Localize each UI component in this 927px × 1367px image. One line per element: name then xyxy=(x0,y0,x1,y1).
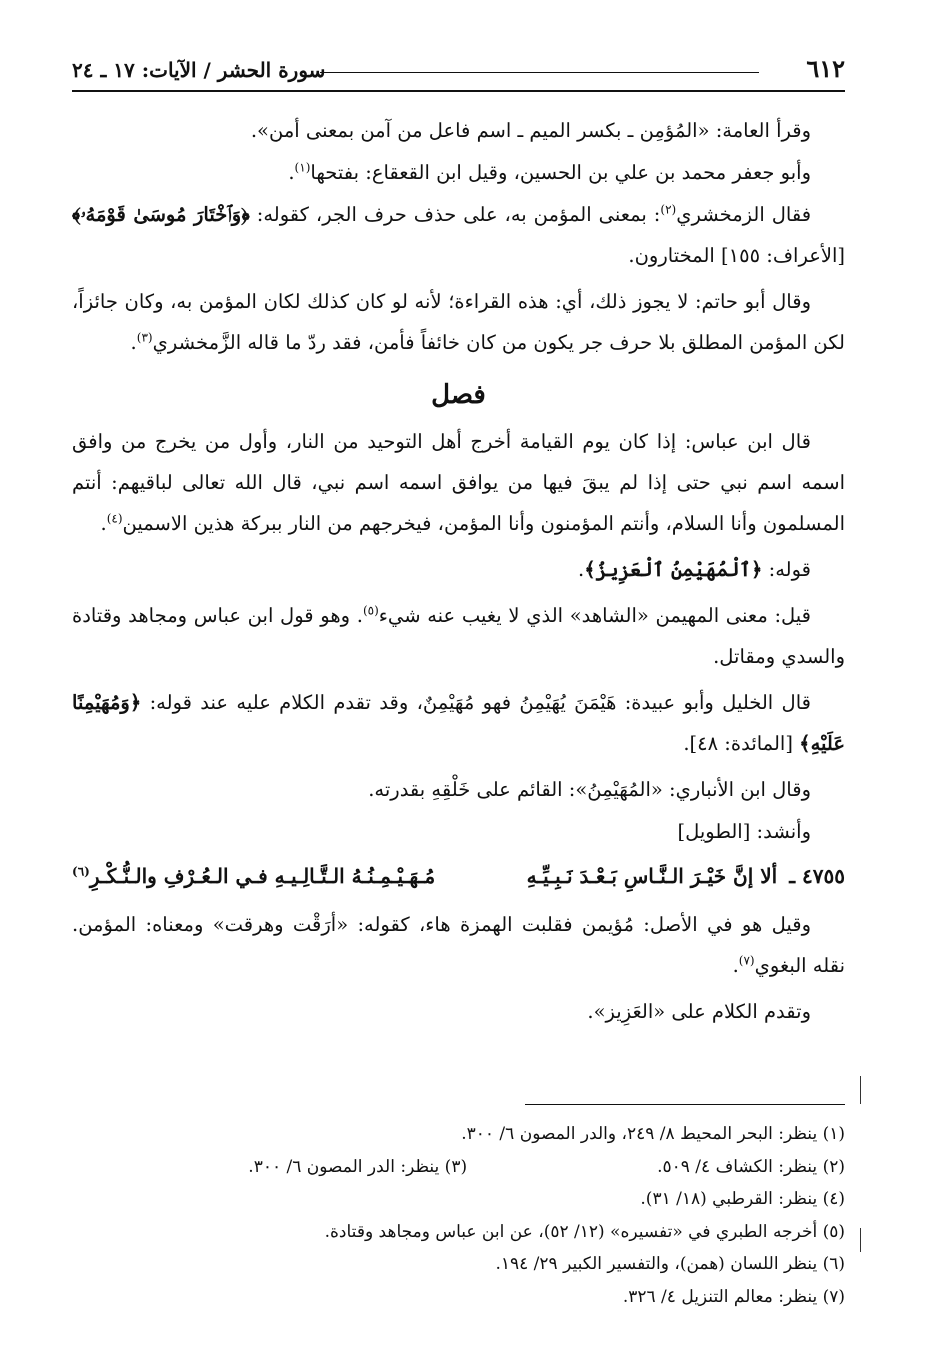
paragraph-text: : بمعنى المؤمن به، على حذف حرف الجر، كقوله: xyxy=(256,203,661,226)
poetry-verse xyxy=(72,856,845,896)
footnote-mark: (٥) xyxy=(362,603,379,618)
paragraph: وقال أبو حاتم: لا يجوز ذلك، أي: هذه القراءة؛ لأنه لو كان كذلك لكان المؤمن به، وكان جائزاً، لكن المؤمن المطلق بلا حرف جر يكون من كان خائفاً فأمن، فقد ردّ ما قاله الزَّمخشري$^{(٣)}$. xyxy=(72,290,845,354)
running-title: سورة الحشر / الآيات: ١٧ ـ ٢٤ xyxy=(72,58,326,82)
paragraph-text: وقيل هو في الأصل: مُؤيمن فقلبت الهمزة هاء، كقوله: «أرَقْت وهرقت» ومعناه: المؤمن. نقله البغوي xyxy=(72,913,845,977)
quran-reference: [المائدة: ٤٨]. xyxy=(683,732,793,755)
verse-hemistich-2: مُـهَـيْـمِـنُـهُ الـتَّـالِـيـهِ فـي الـعُـرْفِ والـنُّـكْـرِ xyxy=(89,864,436,888)
footnotes xyxy=(72,1118,845,1313)
verse-hemistich-1: ألا إنَّ خَيْـرَ الـنَّـاسِ بَـعْـدَ نَـبِـيِّـهِ xyxy=(526,864,778,888)
paragraph-text: قال الخليل وأبو عبيدة: هَيْمَنَ يُهَيْمِنُ فهو مُهَيْمِنٌ، وقد تقدم الكلام عليه عند قوله: xyxy=(149,691,811,714)
page-number: ٦١٢ xyxy=(806,54,845,83)
paragraph: وقيل هو في الأصل: مُؤيمن فقلبت الهمزة هاء، كقوله: «أرَقْت وهرقت» ومعناه: المؤمن. نقله البغوي$^{(٧)}$. xyxy=(72,913,845,977)
footnote-row xyxy=(72,1118,845,1151)
header-rule xyxy=(320,72,759,73)
quran-quote: ﴿وَمُهَيْمِنًا عَلَيْهِ﴾ xyxy=(72,691,845,755)
footnote: (١) ينظر: البحر المحيط ٨/ ٢٤٩، والدر المصون ٦/ ٣٠٠. xyxy=(461,1124,845,1144)
footnote: (٧) ينظر: معالم التنزيل ٤/ ٣٢٦. xyxy=(622,1286,845,1307)
footnote: (٥) أخرجه الطبري في «تفسيره» (١٢/ ٥٢)، عن ابن عباس ومجاهد وقتادة. xyxy=(324,1221,845,1242)
paragraph-text: . وهو قول ابن عباس ومجاهد وقتادة والسدي ومقاتل. xyxy=(72,604,845,668)
footnote-mark: (٣) xyxy=(136,330,153,345)
footnote: (٢) ينظر: الكشاف ٤/ ٥٠٩. xyxy=(657,1156,845,1177)
footnote: (٦) ينظر اللسان (همن)، والتفسير الكبير ٢٩/ ١٩٤. xyxy=(495,1254,845,1274)
paragraph xyxy=(72,194,845,276)
section-heading: فصل xyxy=(431,380,486,410)
paragraph: وأبو جعفر محمد بن علي بن الحسين، وقيل ابن القعقاع: بفتحها$^{(١)}$. xyxy=(288,160,811,184)
footnote-row xyxy=(72,1216,845,1249)
paragraph-text: فقال الزمخشري xyxy=(676,203,812,226)
paragraph xyxy=(72,595,845,677)
quran-quote: ﴿ٱلْمُهَيْمِنُ ٱلْعَزِيزُ﴾ xyxy=(584,558,763,581)
paragraph: قال ابن عباس: إذا كان يوم القيامة أخرج أهل التوحيد من النار، وأول من يخرج من وافق اسمه اسم نبي حتى إذا لم يبقَ فيها من يوافق اسمه اسم نبي، قال الله تعالى لباقيهم: أنتم المسلمون وأنا السلام، وأنتم المؤمنون وأنا المؤمن، فيخرجهم من النار ببركة هذين الاسمين$^{(٤)}$. xyxy=(72,430,845,535)
paragraph-text: قيل: معنى المهيمن «الشاهد» الذي لا يغيب عنه شيء xyxy=(378,604,811,627)
paragraph-text: قال ابن عباس: إذا كان يوم القيامة أخرج أهل التوحيد من النار، وأول من يخرج من وافق اسمه اسم نبي حتى إذا لم يبقَ فيها من يوافق اسمه اسم نبي، قال الله تعالى لباقيهم: أنتم المسلمون وأنا السلام، وأنتم المؤمنون وأنا المؤمن، فيخرجهم من النار ببركة هذين الاسمين xyxy=(72,430,845,535)
paragraph: وتقدم الكلام على «العَزِيز». xyxy=(587,1000,811,1023)
footnote-mark: (٦) xyxy=(72,864,90,879)
main-text xyxy=(72,110,845,1037)
verse-first-half xyxy=(527,856,845,896)
verse-second-half xyxy=(72,856,435,896)
margin-mark xyxy=(860,1076,861,1104)
paragraph xyxy=(72,682,845,764)
footnote-row xyxy=(72,1281,845,1314)
footnote-row xyxy=(72,1183,845,1216)
footnote: (٣) ينظر: الدر المصون ٦/ ٣٠٠. xyxy=(248,1156,468,1177)
footnote-mark: (٧) xyxy=(738,953,755,968)
quran-quote: ﴿وَٱخْتَارَ مُوسَىٰ قَوْمَهُۥ﴾ xyxy=(72,203,250,226)
paragraph: وأنشد: [الطويل] xyxy=(677,820,811,843)
footnote-row xyxy=(72,1248,845,1281)
footnote-row xyxy=(72,1151,845,1184)
verse-number: ٤٧٥٥ ـ xyxy=(789,864,845,888)
paragraph: وقرأ العامة: «المُؤمِن ـ بكسر الميم ـ اسم فاعل من آمن بمعنى أمن». xyxy=(250,119,811,142)
paragraph: وقال ابن الأنباري: «المُهَيْمِنُ»: القائم على خَلْقِهِ بقدرته. xyxy=(368,778,811,801)
paragraph-text: قوله: xyxy=(768,558,811,581)
footnote-mark: (٢) xyxy=(660,202,677,217)
quran-reference: [الأعراف: ١٥٥] المختارون. xyxy=(628,244,845,267)
footnote-mark: (٤) xyxy=(106,511,123,526)
footnote: (٤) ينظر: القرطبي (١٨/ ٣١). xyxy=(640,1189,845,1209)
paragraph: قوله: ﴿ٱلْمُهَيْمِنُ ٱلْعَزِيزُ﴾. xyxy=(578,558,811,581)
paragraph-text: وقال أبو حاتم: لا يجوز ذلك، أي: هذه القراءة؛ لأنه لو كان كذلك لكان المؤمن به، وكان جائزاً، لكن المؤمن المطلق بلا حرف جر يكون من كان خائفاً فأمن، فقد ردّ ما قاله الزَّمخشري xyxy=(72,290,845,354)
running-header xyxy=(72,50,845,92)
paragraph-text: وأبو جعفر محمد بن علي بن الحسين، وقيل ابن القعقاع: بفتحها xyxy=(310,161,811,184)
footnote-rule xyxy=(525,1104,845,1105)
footnote-mark: (١) xyxy=(294,160,311,175)
margin-mark xyxy=(860,1228,861,1252)
